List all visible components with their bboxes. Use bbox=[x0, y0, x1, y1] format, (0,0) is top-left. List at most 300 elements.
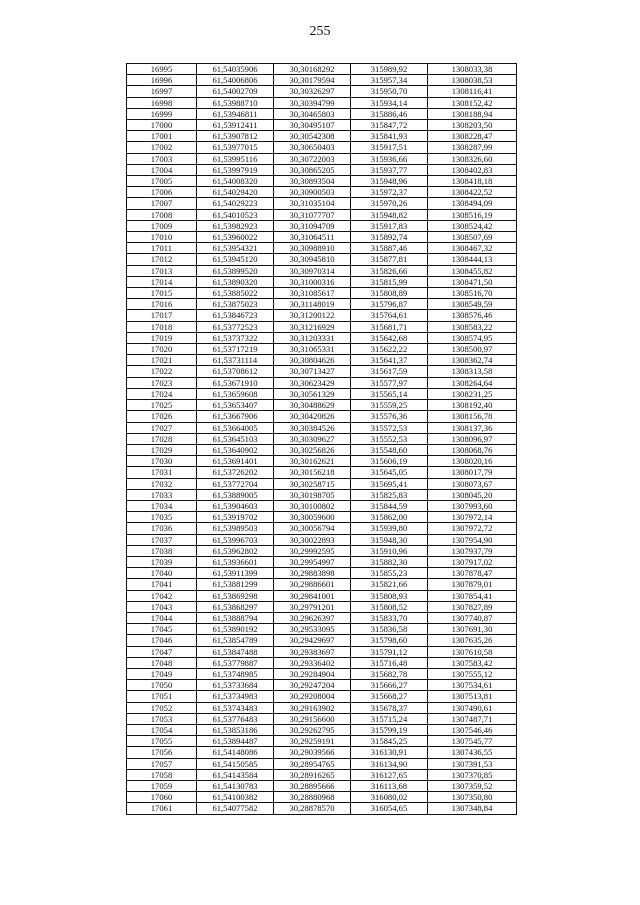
x-coordinate-cell: 315617,59 bbox=[351, 366, 428, 377]
point-number-cell: 17017 bbox=[127, 310, 197, 321]
longitude-cell: 30,29992595 bbox=[274, 545, 351, 556]
table-row bbox=[127, 321, 517, 332]
y-coordinate-cell: 1307436,55 bbox=[428, 747, 517, 758]
latitude-cell: 61,54100382 bbox=[197, 792, 274, 803]
y-coordinate-cell: 1307490,61 bbox=[428, 702, 517, 713]
x-coordinate-cell: 315641,37 bbox=[351, 355, 428, 366]
table-row bbox=[127, 803, 517, 814]
x-coordinate-cell: 315825,83 bbox=[351, 489, 428, 500]
latitude-cell: 61,53734983 bbox=[197, 691, 274, 702]
table-row bbox=[127, 590, 517, 601]
latitude-cell: 61,53748985 bbox=[197, 668, 274, 679]
longitude-cell: 30,28916265 bbox=[274, 769, 351, 780]
longitude-cell: 30,29886601 bbox=[274, 579, 351, 590]
x-coordinate-cell: 316080,02 bbox=[351, 792, 428, 803]
latitude-cell: 61,53640902 bbox=[197, 444, 274, 455]
x-coordinate-cell: 315886,46 bbox=[351, 108, 428, 119]
point-number-cell: 17042 bbox=[127, 590, 197, 601]
table-row bbox=[127, 523, 517, 534]
table-row bbox=[127, 332, 517, 343]
table-row bbox=[127, 657, 517, 668]
latitude-cell: 61,53653407 bbox=[197, 400, 274, 411]
y-coordinate-cell: 1308402,83 bbox=[428, 164, 517, 175]
point-number-cell: 17016 bbox=[127, 299, 197, 310]
longitude-cell: 30,30970314 bbox=[274, 265, 351, 276]
latitude-cell: 61,53875023 bbox=[197, 299, 274, 310]
y-coordinate-cell: 1307348,84 bbox=[428, 803, 517, 814]
point-number-cell: 17030 bbox=[127, 456, 197, 467]
y-coordinate-cell: 1307583,42 bbox=[428, 657, 517, 668]
point-number-cell: 17057 bbox=[127, 758, 197, 769]
y-coordinate-cell: 1307993,60 bbox=[428, 500, 517, 511]
table-row bbox=[127, 355, 517, 366]
longitude-cell: 30,29284904 bbox=[274, 668, 351, 679]
x-coordinate-cell: 316134,90 bbox=[351, 758, 428, 769]
latitude-cell: 61,54077582 bbox=[197, 803, 274, 814]
longitude-cell: 30,29383697 bbox=[274, 646, 351, 657]
x-coordinate-cell: 315826,66 bbox=[351, 265, 428, 276]
y-coordinate-cell: 1308313,58 bbox=[428, 366, 517, 377]
y-coordinate-cell: 1308500,97 bbox=[428, 344, 517, 355]
table-row bbox=[127, 86, 517, 97]
longitude-cell: 30,28954765 bbox=[274, 758, 351, 769]
longitude-cell: 30,29626397 bbox=[274, 612, 351, 623]
y-coordinate-cell: 1308038,53 bbox=[428, 75, 517, 86]
latitude-cell: 61,53671910 bbox=[197, 377, 274, 388]
table-row bbox=[127, 265, 517, 276]
table-row bbox=[127, 444, 517, 455]
point-number-cell: 17036 bbox=[127, 523, 197, 534]
longitude-cell: 30,30309627 bbox=[274, 433, 351, 444]
y-coordinate-cell: 1308068,76 bbox=[428, 444, 517, 455]
point-number-cell: 17023 bbox=[127, 377, 197, 388]
x-coordinate-cell: 315715,24 bbox=[351, 713, 428, 724]
point-number-cell: 16997 bbox=[127, 86, 197, 97]
table-row bbox=[127, 198, 517, 209]
point-number-cell: 17046 bbox=[127, 635, 197, 646]
y-coordinate-cell: 1307545,77 bbox=[428, 736, 517, 747]
point-number-cell: 17009 bbox=[127, 220, 197, 231]
y-coordinate-cell: 1307954,90 bbox=[428, 534, 517, 545]
table-row bbox=[127, 713, 517, 724]
table-row bbox=[127, 747, 517, 758]
y-coordinate-cell: 1307827,89 bbox=[428, 601, 517, 612]
latitude-cell: 61,54143584 bbox=[197, 769, 274, 780]
point-number-cell: 17037 bbox=[127, 534, 197, 545]
longitude-cell: 30,30495107 bbox=[274, 120, 351, 131]
y-coordinate-cell: 1308152,42 bbox=[428, 97, 517, 108]
y-coordinate-cell: 1308017,79 bbox=[428, 467, 517, 478]
x-coordinate-cell: 315799,19 bbox=[351, 724, 428, 735]
latitude-cell: 61,53946811 bbox=[197, 108, 274, 119]
point-number-cell: 17000 bbox=[127, 120, 197, 131]
table-row bbox=[127, 646, 517, 657]
x-coordinate-cell: 315917,83 bbox=[351, 220, 428, 231]
longitude-cell: 30,29208004 bbox=[274, 691, 351, 702]
point-number-cell: 17061 bbox=[127, 803, 197, 814]
point-number-cell: 17049 bbox=[127, 668, 197, 679]
x-coordinate-cell: 315948,82 bbox=[351, 209, 428, 220]
latitude-cell: 61,53885022 bbox=[197, 288, 274, 299]
point-number-cell: 17015 bbox=[127, 288, 197, 299]
table-row bbox=[127, 153, 517, 164]
longitude-cell: 30,28878570 bbox=[274, 803, 351, 814]
latitude-cell: 61,53691401 bbox=[197, 456, 274, 467]
y-coordinate-cell: 1308045,20 bbox=[428, 489, 517, 500]
table-row bbox=[127, 243, 517, 254]
table-row bbox=[127, 781, 517, 792]
y-coordinate-cell: 1307879,01 bbox=[428, 579, 517, 590]
longitude-cell: 30,29247204 bbox=[274, 680, 351, 691]
longitude-cell: 30,31200122 bbox=[274, 310, 351, 321]
x-coordinate-cell: 315577,97 bbox=[351, 377, 428, 388]
latitude-cell: 61,53960022 bbox=[197, 232, 274, 243]
table-row bbox=[127, 288, 517, 299]
x-coordinate-cell: 315937,77 bbox=[351, 164, 428, 175]
point-number-cell: 16998 bbox=[127, 97, 197, 108]
point-number-cell: 17022 bbox=[127, 366, 197, 377]
y-coordinate-cell: 1307854,41 bbox=[428, 590, 517, 601]
y-coordinate-cell: 1308422,52 bbox=[428, 187, 517, 198]
latitude-cell: 61,53919702 bbox=[197, 512, 274, 523]
point-number-cell: 17060 bbox=[127, 792, 197, 803]
x-coordinate-cell: 315972,37 bbox=[351, 187, 428, 198]
longitude-cell: 30,30804626 bbox=[274, 355, 351, 366]
point-number-cell: 17047 bbox=[127, 646, 197, 657]
point-number-cell: 17021 bbox=[127, 355, 197, 366]
y-coordinate-cell: 1307359,52 bbox=[428, 781, 517, 792]
point-number-cell: 17048 bbox=[127, 657, 197, 668]
table-row bbox=[127, 164, 517, 175]
x-coordinate-cell: 315645,05 bbox=[351, 467, 428, 478]
longitude-cell: 30,29262795 bbox=[274, 724, 351, 735]
latitude-cell: 61,54029223 bbox=[197, 198, 274, 209]
point-number-cell: 17001 bbox=[127, 131, 197, 142]
point-number-cell: 17024 bbox=[127, 388, 197, 399]
x-coordinate-cell: 315948,30 bbox=[351, 534, 428, 545]
y-coordinate-cell: 1307635,26 bbox=[428, 635, 517, 646]
longitude-cell: 30,30623429 bbox=[274, 377, 351, 388]
y-coordinate-cell: 1308020,16 bbox=[428, 456, 517, 467]
longitude-cell: 30,30258715 bbox=[274, 478, 351, 489]
table-row bbox=[127, 691, 517, 702]
latitude-cell: 61,53733684 bbox=[197, 680, 274, 691]
point-number-cell: 17010 bbox=[127, 232, 197, 243]
latitude-cell: 61,53664005 bbox=[197, 422, 274, 433]
longitude-cell: 30,29156600 bbox=[274, 713, 351, 724]
latitude-cell: 61,53868297 bbox=[197, 601, 274, 612]
latitude-cell: 61,53659608 bbox=[197, 388, 274, 399]
point-number-cell: 17002 bbox=[127, 142, 197, 153]
point-number-cell: 17033 bbox=[127, 489, 197, 500]
latitude-cell: 61,53890320 bbox=[197, 276, 274, 287]
y-coordinate-cell: 1307555,12 bbox=[428, 668, 517, 679]
longitude-cell: 30,29039566 bbox=[274, 747, 351, 758]
point-number-cell: 17050 bbox=[127, 680, 197, 691]
x-coordinate-cell: 315948,96 bbox=[351, 176, 428, 187]
x-coordinate-cell: 315791,12 bbox=[351, 646, 428, 657]
longitude-cell: 30,30542308 bbox=[274, 131, 351, 142]
latitude-cell: 61,53904603 bbox=[197, 500, 274, 511]
x-coordinate-cell: 315808,52 bbox=[351, 601, 428, 612]
table-row bbox=[127, 366, 517, 377]
longitude-cell: 30,31035104 bbox=[274, 198, 351, 209]
latitude-cell: 61,53708612 bbox=[197, 366, 274, 377]
longitude-cell: 30,29533095 bbox=[274, 624, 351, 635]
latitude-cell: 61,53894487 bbox=[197, 736, 274, 747]
table-row bbox=[127, 97, 517, 108]
longitude-cell: 30,30893504 bbox=[274, 176, 351, 187]
point-number-cell: 17014 bbox=[127, 276, 197, 287]
latitude-cell: 61,53853186 bbox=[197, 724, 274, 735]
x-coordinate-cell: 315565,14 bbox=[351, 388, 428, 399]
point-number-cell: 17029 bbox=[127, 444, 197, 455]
table-row bbox=[127, 478, 517, 489]
longitude-cell: 30,30256826 bbox=[274, 444, 351, 455]
y-coordinate-cell: 1307370,85 bbox=[428, 769, 517, 780]
latitude-cell: 61,53645103 bbox=[197, 433, 274, 444]
longitude-cell: 30,30022893 bbox=[274, 534, 351, 545]
table-row bbox=[127, 400, 517, 411]
latitude-cell: 61,53743483 bbox=[197, 702, 274, 713]
y-coordinate-cell: 1307878,47 bbox=[428, 568, 517, 579]
x-coordinate-cell: 315681,71 bbox=[351, 321, 428, 332]
table-row bbox=[127, 310, 517, 321]
point-number-cell: 17019 bbox=[127, 332, 197, 343]
latitude-cell: 61,53776483 bbox=[197, 713, 274, 724]
point-number-cell: 17003 bbox=[127, 153, 197, 164]
point-number-cell: 17045 bbox=[127, 624, 197, 635]
x-coordinate-cell: 316113,68 bbox=[351, 781, 428, 792]
coordinates-table bbox=[126, 63, 517, 815]
latitude-cell: 61,53907812 bbox=[197, 131, 274, 142]
y-coordinate-cell: 1308583,22 bbox=[428, 321, 517, 332]
latitude-cell: 61,53667906 bbox=[197, 411, 274, 422]
longitude-cell: 30,30561329 bbox=[274, 388, 351, 399]
table-row bbox=[127, 489, 517, 500]
point-number-cell: 17008 bbox=[127, 209, 197, 220]
latitude-cell: 61,53772704 bbox=[197, 478, 274, 489]
x-coordinate-cell: 315950,70 bbox=[351, 86, 428, 97]
point-number-cell: 17005 bbox=[127, 176, 197, 187]
longitude-cell: 30,30059600 bbox=[274, 512, 351, 523]
longitude-cell: 30,29336402 bbox=[274, 657, 351, 668]
point-number-cell: 17032 bbox=[127, 478, 197, 489]
x-coordinate-cell: 315716,48 bbox=[351, 657, 428, 668]
latitude-cell: 61,54029420 bbox=[197, 187, 274, 198]
latitude-cell: 61,54006806 bbox=[197, 75, 274, 86]
longitude-cell: 30,30650403 bbox=[274, 142, 351, 153]
longitude-cell: 30,28880968 bbox=[274, 792, 351, 803]
x-coordinate-cell: 315957,34 bbox=[351, 75, 428, 86]
latitude-cell: 61,53888794 bbox=[197, 612, 274, 623]
longitude-cell: 30,28895666 bbox=[274, 781, 351, 792]
y-coordinate-cell: 1308073,67 bbox=[428, 478, 517, 489]
longitude-cell: 30,30465803 bbox=[274, 108, 351, 119]
table-row bbox=[127, 64, 517, 75]
table-row bbox=[127, 388, 517, 399]
point-number-cell: 17031 bbox=[127, 467, 197, 478]
y-coordinate-cell: 1307972,14 bbox=[428, 512, 517, 523]
latitude-cell: 61,53989503 bbox=[197, 523, 274, 534]
table-row bbox=[127, 299, 517, 310]
table-row bbox=[127, 276, 517, 287]
x-coordinate-cell: 315642,68 bbox=[351, 332, 428, 343]
latitude-cell: 61,53847488 bbox=[197, 646, 274, 657]
y-coordinate-cell: 1308471,50 bbox=[428, 276, 517, 287]
latitude-cell: 61,54150585 bbox=[197, 758, 274, 769]
longitude-cell: 30,30056794 bbox=[274, 523, 351, 534]
table-row bbox=[127, 512, 517, 523]
x-coordinate-cell: 315844,59 bbox=[351, 500, 428, 511]
table-row bbox=[127, 758, 517, 769]
table-row bbox=[127, 176, 517, 187]
latitude-cell: 61,53996703 bbox=[197, 534, 274, 545]
table-row bbox=[127, 344, 517, 355]
x-coordinate-cell: 315559,25 bbox=[351, 400, 428, 411]
point-number-cell: 17040 bbox=[127, 568, 197, 579]
y-coordinate-cell: 1307691,30 bbox=[428, 624, 517, 635]
x-coordinate-cell: 315887,46 bbox=[351, 243, 428, 254]
page-number: 255 bbox=[309, 24, 331, 39]
latitude-cell: 61,53726202 bbox=[197, 467, 274, 478]
table-row bbox=[127, 209, 517, 220]
y-coordinate-cell: 1308228,47 bbox=[428, 131, 517, 142]
longitude-cell: 30,30179594 bbox=[274, 75, 351, 86]
point-number-cell: 16996 bbox=[127, 75, 197, 86]
x-coordinate-cell: 315668,27 bbox=[351, 691, 428, 702]
coordinates-table-body bbox=[127, 64, 517, 815]
latitude-cell: 61,53890192 bbox=[197, 624, 274, 635]
longitude-cell: 30,30988910 bbox=[274, 243, 351, 254]
point-number-cell: 17039 bbox=[127, 556, 197, 567]
x-coordinate-cell: 315936,66 bbox=[351, 153, 428, 164]
table-row bbox=[127, 556, 517, 567]
longitude-cell: 30,29163902 bbox=[274, 702, 351, 713]
x-coordinate-cell: 315833,70 bbox=[351, 612, 428, 623]
latitude-cell: 61,53911399 bbox=[197, 568, 274, 579]
x-coordinate-cell: 315934,14 bbox=[351, 97, 428, 108]
latitude-cell: 61,53869298 bbox=[197, 590, 274, 601]
longitude-cell: 30,29259191 bbox=[274, 736, 351, 747]
y-coordinate-cell: 1307350,80 bbox=[428, 792, 517, 803]
latitude-cell: 61,53889005 bbox=[197, 489, 274, 500]
y-coordinate-cell: 1307487,71 bbox=[428, 713, 517, 724]
latitude-cell: 61,53954321 bbox=[197, 243, 274, 254]
longitude-cell: 30,31000316 bbox=[274, 276, 351, 287]
point-number-cell: 16999 bbox=[127, 108, 197, 119]
table-row bbox=[127, 612, 517, 623]
latitude-cell: 61,53899520 bbox=[197, 265, 274, 276]
longitude-cell: 30,31148019 bbox=[274, 299, 351, 310]
latitude-cell: 61,53854789 bbox=[197, 635, 274, 646]
y-coordinate-cell: 1308156,78 bbox=[428, 411, 517, 422]
point-number-cell: 17034 bbox=[127, 500, 197, 511]
table-row bbox=[127, 120, 517, 131]
table-row bbox=[127, 377, 517, 388]
y-coordinate-cell: 1308137,36 bbox=[428, 422, 517, 433]
longitude-cell: 30,29883898 bbox=[274, 568, 351, 579]
y-coordinate-cell: 1308574,95 bbox=[428, 332, 517, 343]
point-number-cell: 17026 bbox=[127, 411, 197, 422]
latitude-cell: 61,54148086 bbox=[197, 747, 274, 758]
table-row bbox=[127, 422, 517, 433]
y-coordinate-cell: 1308326,60 bbox=[428, 153, 517, 164]
y-coordinate-cell: 1308192,40 bbox=[428, 400, 517, 411]
table-row bbox=[127, 635, 517, 646]
point-number-cell: 17053 bbox=[127, 713, 197, 724]
table-row bbox=[127, 411, 517, 422]
y-coordinate-cell: 1308494,09 bbox=[428, 198, 517, 209]
table-row bbox=[127, 232, 517, 243]
y-coordinate-cell: 1307610,58 bbox=[428, 646, 517, 657]
y-coordinate-cell: 1308287,99 bbox=[428, 142, 517, 153]
x-coordinate-cell: 315695,41 bbox=[351, 478, 428, 489]
x-coordinate-cell: 315764,61 bbox=[351, 310, 428, 321]
point-number-cell: 17013 bbox=[127, 265, 197, 276]
x-coordinate-cell: 315862,00 bbox=[351, 512, 428, 523]
latitude-cell: 61,54010523 bbox=[197, 209, 274, 220]
x-coordinate-cell: 315606,19 bbox=[351, 456, 428, 467]
table-row bbox=[127, 724, 517, 735]
point-number-cell: 16995 bbox=[127, 64, 197, 75]
table-row bbox=[127, 579, 517, 590]
point-number-cell: 17011 bbox=[127, 243, 197, 254]
point-number-cell: 17018 bbox=[127, 321, 197, 332]
x-coordinate-cell: 315877,81 bbox=[351, 254, 428, 265]
y-coordinate-cell: 1308549,59 bbox=[428, 299, 517, 310]
x-coordinate-cell: 315796,87 bbox=[351, 299, 428, 310]
point-number-cell: 17059 bbox=[127, 781, 197, 792]
longitude-cell: 30,30420826 bbox=[274, 411, 351, 422]
latitude-cell: 61,53737322 bbox=[197, 332, 274, 343]
longitude-cell: 30,31065331 bbox=[274, 344, 351, 355]
longitude-cell: 30,31094709 bbox=[274, 220, 351, 231]
y-coordinate-cell: 1307513,81 bbox=[428, 691, 517, 702]
x-coordinate-cell: 315548,60 bbox=[351, 444, 428, 455]
point-number-cell: 17056 bbox=[127, 747, 197, 758]
table-row bbox=[127, 108, 517, 119]
latitude-cell: 61,53988710 bbox=[197, 97, 274, 108]
point-number-cell: 17038 bbox=[127, 545, 197, 556]
point-number-cell: 17044 bbox=[127, 612, 197, 623]
longitude-cell: 30,31203331 bbox=[274, 332, 351, 343]
longitude-cell: 30,30900503 bbox=[274, 187, 351, 198]
point-number-cell: 17055 bbox=[127, 736, 197, 747]
x-coordinate-cell: 315815,99 bbox=[351, 276, 428, 287]
y-coordinate-cell: 1308576,46 bbox=[428, 310, 517, 321]
table-row bbox=[127, 568, 517, 579]
x-coordinate-cell: 315836,58 bbox=[351, 624, 428, 635]
latitude-cell: 61,53779887 bbox=[197, 657, 274, 668]
latitude-cell: 61,53962802 bbox=[197, 545, 274, 556]
x-coordinate-cell: 315808,89 bbox=[351, 288, 428, 299]
x-coordinate-cell: 315821,66 bbox=[351, 579, 428, 590]
latitude-cell: 61,53977015 bbox=[197, 142, 274, 153]
y-coordinate-cell: 1308516,70 bbox=[428, 288, 517, 299]
x-coordinate-cell: 315798,60 bbox=[351, 635, 428, 646]
longitude-cell: 30,31085617 bbox=[274, 288, 351, 299]
x-coordinate-cell: 315917,51 bbox=[351, 142, 428, 153]
point-number-cell: 17006 bbox=[127, 187, 197, 198]
point-number-cell: 17051 bbox=[127, 691, 197, 702]
point-number-cell: 17027 bbox=[127, 422, 197, 433]
table-row bbox=[127, 680, 517, 691]
x-coordinate-cell: 315989,92 bbox=[351, 64, 428, 75]
point-number-cell: 17004 bbox=[127, 164, 197, 175]
latitude-cell: 61,54130783 bbox=[197, 781, 274, 792]
table-row bbox=[127, 500, 517, 511]
